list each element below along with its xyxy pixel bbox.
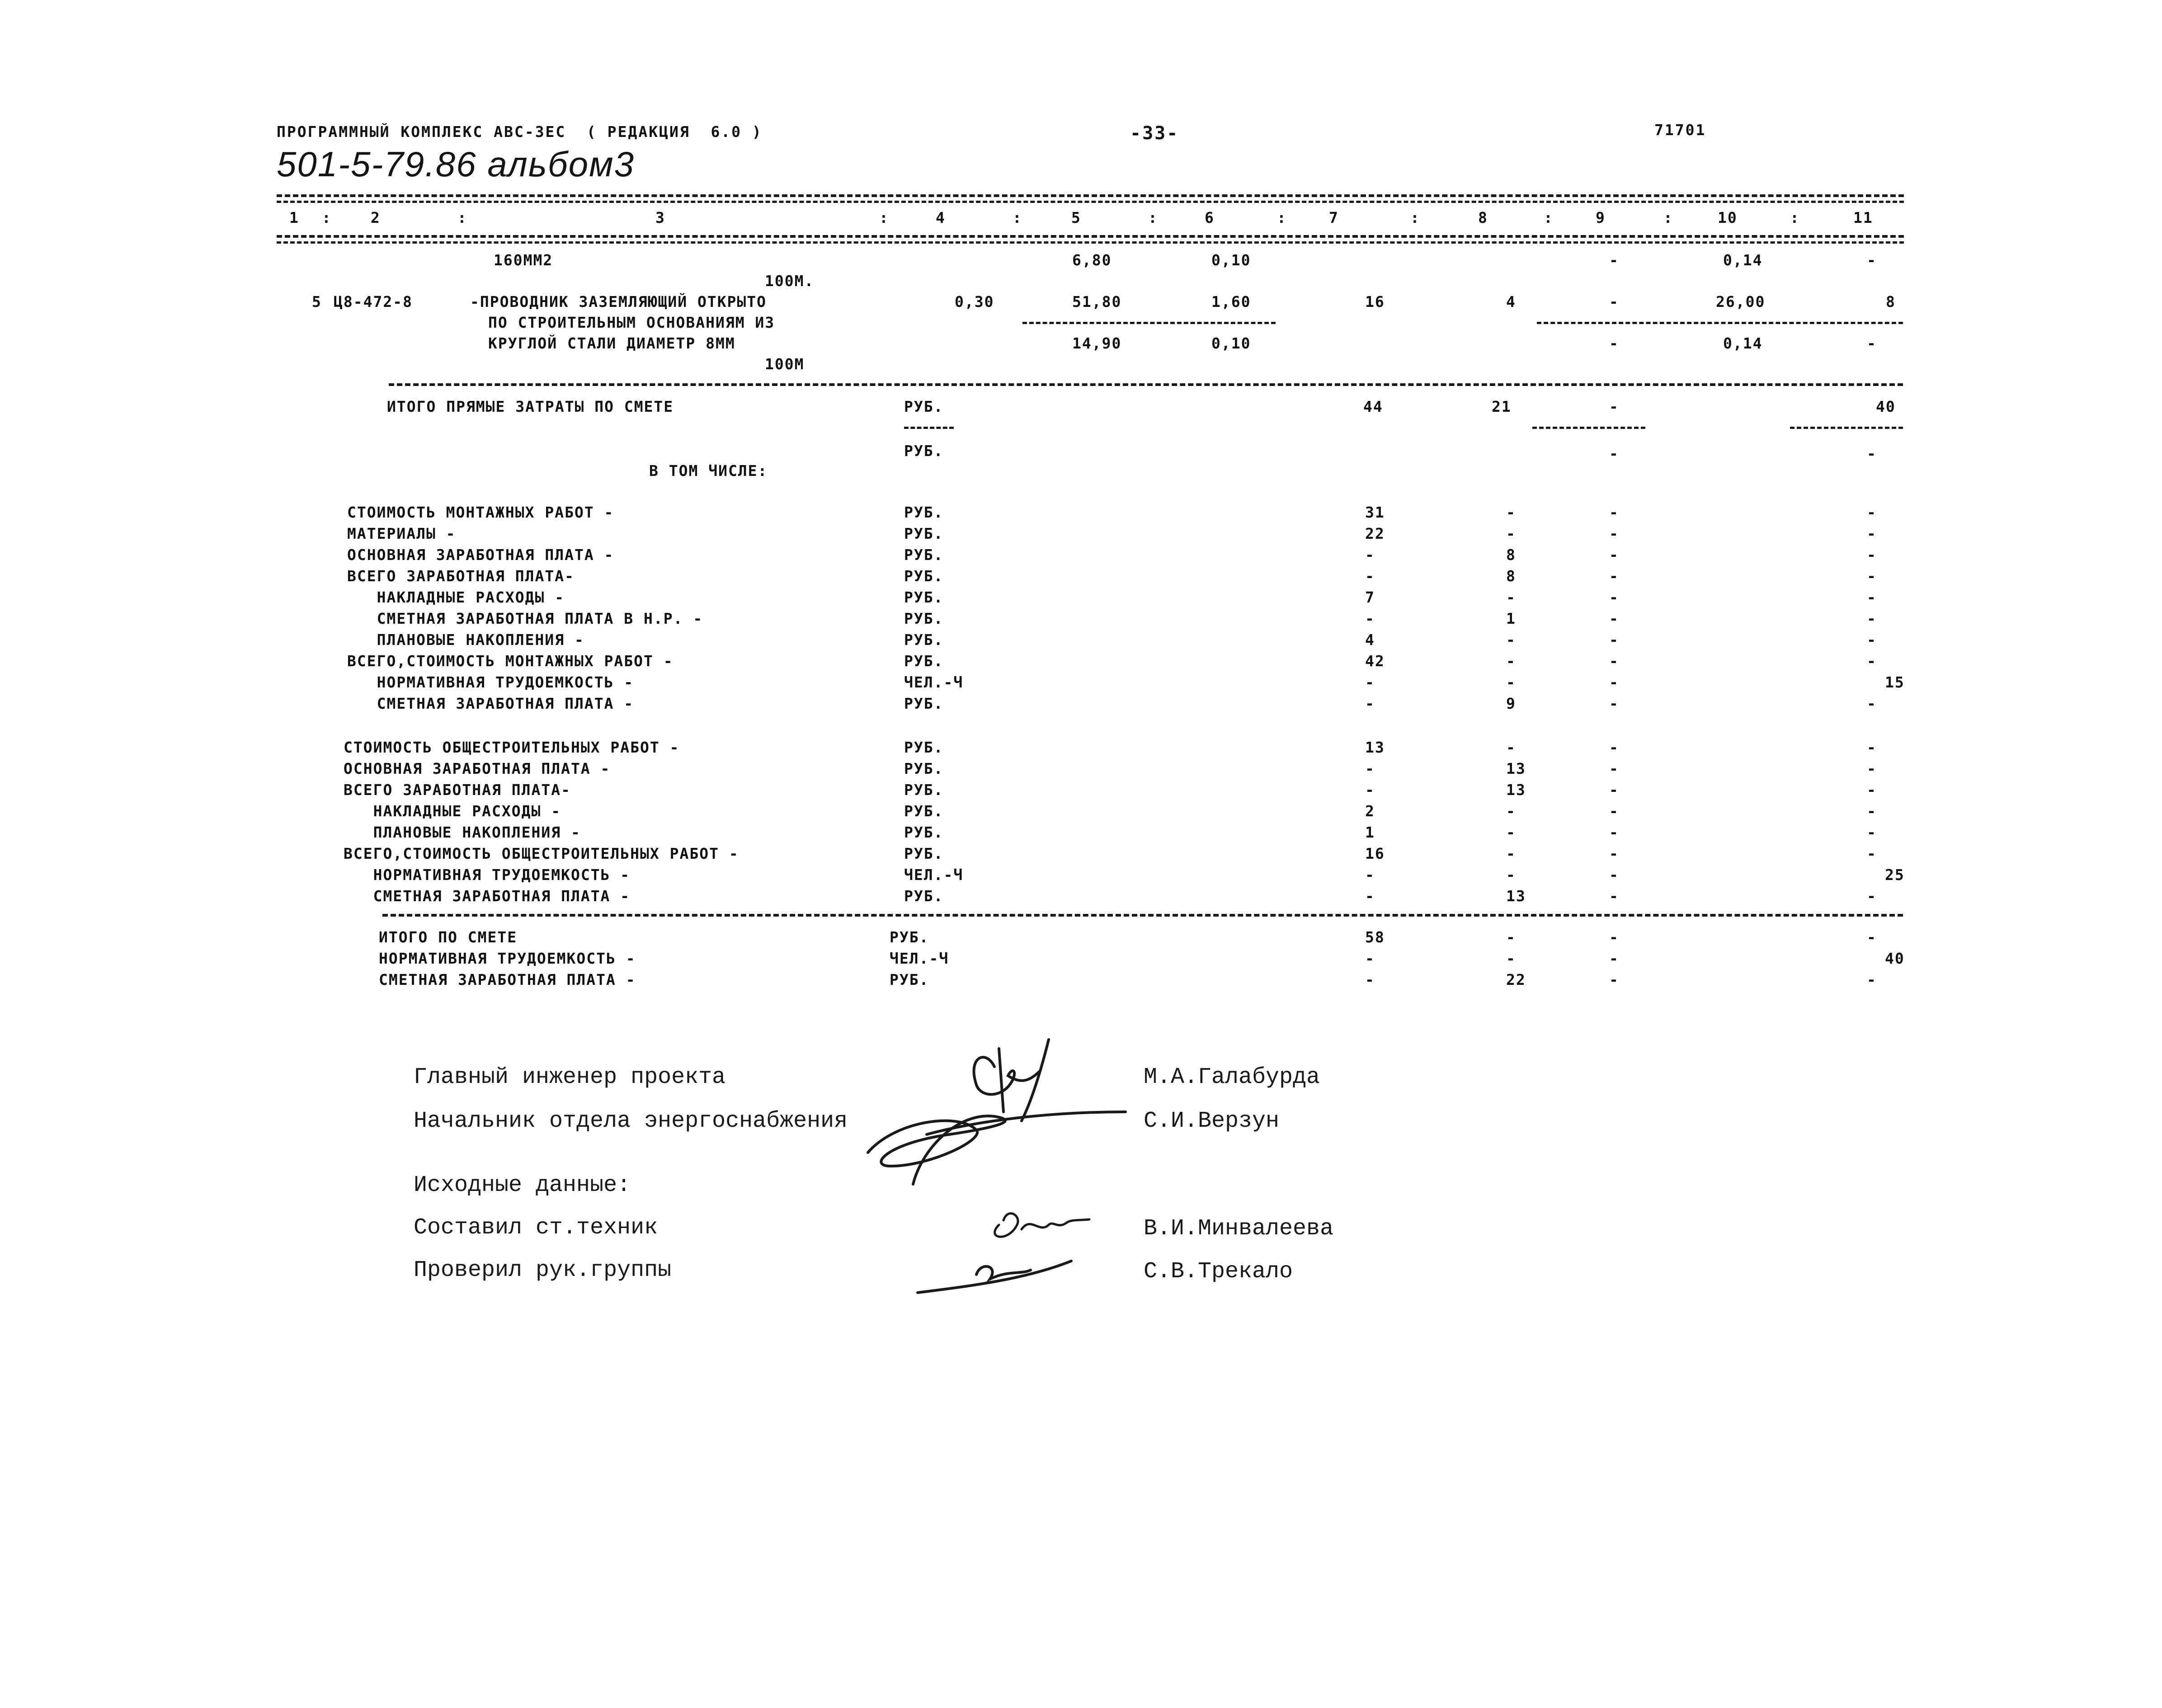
totals-row-unit: ЧЕЛ.-Ч (890, 950, 949, 967)
block1-row-c9: - (1609, 567, 1619, 585)
totals-row-c11: 40 (1885, 950, 1905, 967)
block2-row-unit: РУБ. (904, 760, 944, 777)
block1-row-c8: - (1506, 673, 1516, 691)
totals-row-c11: - (1867, 928, 1877, 946)
column-separator: : (1277, 209, 1287, 226)
block1-row-label: СМЕТНАЯ ЗАРАБОТНАЯ ПЛАТА - (347, 695, 634, 712)
block1-row-label: ОСНОВНАЯ ЗАРАБОТНАЯ ПЛАТА - (347, 546, 614, 564)
summary-unit-2: РУБ. (904, 442, 944, 460)
totals-row-label: СМЕТНАЯ ЗАРАБОТНАЯ ПЛАТА - (379, 971, 636, 988)
block1-row-c11: - (1867, 588, 1877, 606)
block1-row-unit: РУБ. (904, 503, 944, 521)
signature-scribble-technician (981, 1198, 1098, 1247)
row-col7: 16 (1365, 293, 1385, 311)
block1-row-c7: 4 (1365, 631, 1375, 649)
block1-row-c9: - (1609, 673, 1619, 691)
block2-row-c7: - (1365, 866, 1375, 884)
block2-row-c11: 25 (1885, 866, 1905, 884)
block1-row-c7: 7 (1365, 588, 1375, 606)
block1-row-c8: - (1506, 525, 1516, 542)
block2-row-unit: РУБ. (904, 823, 944, 841)
including-heading: В ТОМ ЧИСЛЕ: (649, 462, 768, 480)
block2-row-c9: - (1609, 802, 1619, 820)
block2-row-label: НАКЛАДНЫЕ РАСХОДЫ - (344, 802, 561, 820)
column-separator: : (1790, 209, 1800, 226)
summary-col9-2: - (1609, 445, 1619, 462)
block2-row-c11: - (1867, 823, 1877, 841)
totals-row-unit: РУБ. (890, 971, 929, 988)
summary-rule (389, 383, 1903, 386)
block1-row-c9: - (1609, 610, 1619, 627)
row-col4: 0,30 (955, 293, 994, 311)
block1-row-c11: - (1867, 652, 1877, 670)
totals-row-c7: - (1365, 971, 1375, 988)
row-description-1: -ПРОВОДНИК ЗАЗЕМЛЯЮЩИЙ ОТКРЫТО (470, 293, 767, 311)
column-separator: : (879, 209, 889, 226)
column-header-3: 3 (655, 209, 665, 226)
block1-row-unit: РУБ. (904, 567, 944, 585)
block1-row-c7: - (1365, 695, 1375, 712)
row-number: 5 (312, 293, 322, 311)
signature-name-4: В.И.Минвалеева (1144, 1216, 1334, 1242)
row-col9a: - (1609, 293, 1619, 311)
summary-col11-rule (1790, 427, 1903, 429)
totals-row-c8: 22 (1506, 971, 1526, 988)
totals-row-c9: - (1609, 971, 1619, 988)
row-col10a: 26,00 (1716, 293, 1766, 311)
row-col8: 4 (1506, 293, 1516, 311)
summary-col7: 44 (1363, 398, 1383, 415)
signature-role-1: Главный инженер проекта (414, 1064, 726, 1090)
program-header: ПРОГРАММНЫЙ КОМПЛЕКС АВС-3ЕС ( РЕДАКЦИЯ 6.0 ) (277, 123, 763, 141)
block2-row-c11: - (1867, 781, 1877, 799)
block1-row-c8: - (1506, 652, 1516, 670)
block2-row-c7: 16 (1365, 845, 1385, 862)
block1-row-unit: РУБ. (904, 546, 944, 564)
block2-row-unit: РУБ. (904, 887, 944, 905)
block1-row-c11: - (1867, 567, 1877, 585)
block2-row-label: СТОИМОСТЬ ОБЩЕСТРОИТЕЛЬНЫХ РАБОТ - (344, 739, 680, 756)
block1-row-c9: - (1609, 525, 1619, 542)
prev-col5: 6,80 (1072, 251, 1112, 269)
block1-row-unit: РУБ. (904, 652, 944, 670)
block2-row-c11: - (1867, 802, 1877, 820)
block1-row-label: ПЛАНОВЫЕ НАКОПЛЕНИЯ - (347, 631, 584, 649)
summary-unit-rule (904, 427, 954, 429)
totals-row-c8: - (1506, 928, 1516, 946)
column-header-9: 9 (1596, 209, 1606, 226)
block2-row-unit: РУБ. (904, 802, 944, 820)
totals-row-label: НОРМАТИВНАЯ ТРУДОЕМКОСТЬ - (379, 950, 636, 967)
block2-row-c8: 13 (1506, 887, 1526, 905)
column-separator: : (1410, 209, 1420, 226)
block1-row-c7: 31 (1365, 503, 1385, 521)
row-col5a: 51,80 (1072, 293, 1122, 311)
block2-row-c11: - (1867, 760, 1877, 777)
row-col11b: - (1867, 334, 1877, 352)
block2-row-c9: - (1609, 845, 1619, 862)
row-subrule-5-6 (1022, 322, 1276, 324)
column-separator: : (1148, 209, 1158, 226)
block2-row-unit: РУБ. (904, 845, 944, 862)
block1-row-c7: 42 (1365, 652, 1385, 670)
column-separator: : (1663, 209, 1673, 226)
block1-row-unit: РУБ. (904, 525, 944, 542)
summary-title: ИТОГО ПРЯМЫЕ ЗАТРАТЫ ПО СМЕТЕ (387, 398, 674, 415)
block2-row-c7: 2 (1365, 802, 1375, 820)
totals-row-c8: - (1506, 950, 1516, 967)
column-header-2: 2 (371, 209, 381, 226)
column-separator: : (322, 209, 332, 226)
block2-row-c8: - (1506, 845, 1516, 862)
block1-row-c9: - (1609, 503, 1619, 521)
block2-row-c8: - (1506, 866, 1516, 884)
block2-row-c8: - (1506, 739, 1516, 756)
row-col11: 8 (1886, 293, 1896, 311)
block2-row-c8: - (1506, 802, 1516, 820)
column-header-4: 4 (936, 209, 946, 226)
block1-row-unit: РУБ. (904, 631, 944, 649)
totals-row-label: ИТОГО ПО СМЕТЕ (379, 928, 518, 946)
block1-row-c8: 8 (1506, 546, 1516, 564)
summary-col8: 21 (1492, 398, 1512, 415)
block2-row-c9: - (1609, 739, 1619, 756)
row-description-4: 100М (765, 355, 805, 373)
row-col10b: 0,14 (1723, 334, 1763, 352)
block1-row-label: НАКЛАДНЫЕ РАСХОДЫ - (347, 588, 565, 606)
block1-row-label: СМЕТНАЯ ЗАРАБОТНАЯ ПЛАТА В Н.Р. - (347, 610, 703, 627)
block1-row-c11: - (1867, 525, 1877, 542)
block2-row-label: ВСЕГО,СТОИМОСТЬ ОБЩЕСТРОИТЕЛЬНЫХ РАБОТ - (344, 845, 739, 862)
page-number: -33- (1130, 123, 1179, 144)
signature-role-2: Начальник отдела энергоснабжения (414, 1108, 848, 1134)
block1-row-c8: - (1506, 503, 1516, 521)
header-rule-bottom-2 (277, 241, 1904, 244)
document-code: 71701 (1654, 121, 1706, 139)
signature-name-1: М.А.Галабурда (1144, 1064, 1320, 1090)
prev-unit-2: 100М. (765, 272, 815, 290)
prev-col6: 0,10 (1211, 251, 1251, 269)
block2-row-c11: - (1867, 845, 1877, 862)
block1-row-c11: - (1867, 503, 1877, 521)
block2-row-c7: 1 (1365, 823, 1375, 841)
block2-row-c11: - (1867, 739, 1877, 756)
row-col5b: 14,90 (1072, 334, 1122, 352)
block1-row-c11: - (1867, 610, 1877, 627)
header-rule-bottom (277, 235, 1904, 238)
block1-row-c11: 15 (1885, 673, 1905, 691)
signature-role-4: Составил ст.техник (414, 1215, 658, 1241)
column-separator: : (1544, 209, 1554, 226)
block1-row-c7: - (1365, 567, 1375, 585)
block2-row-c8: 13 (1506, 760, 1526, 777)
block1-row-c8: 8 (1506, 567, 1516, 585)
block2-row-label: СМЕТНАЯ ЗАРАБОТНАЯ ПЛАТА - (344, 887, 631, 905)
prev-col10: 0,14 (1723, 251, 1763, 269)
block2-row-unit: РУБ. (904, 739, 944, 756)
block1-row-c8: 9 (1506, 695, 1516, 712)
block1-row-c7: 22 (1365, 525, 1385, 542)
summary-col11: 40 (1876, 398, 1896, 415)
block1-row-c8: - (1506, 588, 1516, 606)
row-description-2: ПО СТРОИТЕЛЬНЫМ ОСНОВАНИЯМ ИЗ (488, 314, 775, 331)
block1-row-unit: РУБ. (904, 588, 944, 606)
prev-col9: - (1609, 251, 1619, 269)
row-subrule-9-11 (1537, 322, 1903, 324)
column-header-7: 7 (1329, 209, 1339, 226)
totals-row-unit: РУБ. (890, 928, 929, 946)
block1-row-unit: РУБ. (904, 695, 944, 712)
signature-role-5: Проверил рук.группы (414, 1257, 672, 1283)
row-col6a: 1,60 (1211, 293, 1251, 311)
block2-row-label: НОРМАТИВНАЯ ТРУДОЕМКОСТЬ - (344, 866, 631, 884)
row-col6b: 0,10 (1211, 334, 1251, 352)
totals-row-c11: - (1867, 971, 1877, 988)
column-header-10: 10 (1718, 209, 1738, 226)
summary-col11-2: - (1867, 445, 1877, 462)
column-separator: : (1013, 209, 1022, 226)
block1-row-label: СТОИМОСТЬ МОНТАЖНЫХ РАБОТ - (347, 503, 614, 521)
block1-row-c11: - (1867, 695, 1877, 712)
block1-row-c9: - (1609, 695, 1619, 712)
row-description-3: КРУГЛОЙ СТАЛИ ДИАМЕТР 8ММ (488, 334, 735, 352)
block2-row-c7: - (1365, 887, 1375, 905)
row-col9b: - (1609, 334, 1619, 352)
block2-row-c8: - (1506, 823, 1516, 841)
block2-row-c7: 13 (1365, 739, 1385, 756)
block2-row-label: ПЛАНОВЫЕ НАКОПЛЕНИЯ - (344, 823, 581, 841)
signature-role-3: Исходные данные: (414, 1172, 631, 1198)
block1-row-c7: - (1365, 546, 1375, 564)
block1-row-c9: - (1609, 546, 1619, 564)
prev-unit: 160ММ2 (494, 251, 553, 269)
block1-row-c7: - (1365, 673, 1375, 691)
block1-row-label: ВСЕГО ЗАРАБОТНАЯ ПЛАТА- (347, 567, 575, 585)
column-header-1: 1 (289, 209, 299, 226)
block2-row-c9: - (1609, 760, 1619, 777)
block1-row-c9: - (1609, 631, 1619, 649)
block2-row-label: ОСНОВНАЯ ЗАРАБОТНАЯ ПЛАТА - (344, 760, 611, 777)
header-rule-top-2 (277, 201, 1904, 203)
block1-row-label: ВСЕГО,СТОИМОСТЬ МОНТАЖНЫХ РАБОТ - (347, 652, 674, 670)
block1-row-c7: - (1365, 610, 1375, 627)
block2-row-c8: 13 (1506, 781, 1526, 799)
block1-row-c9: - (1609, 652, 1619, 670)
totals-row-c7: 58 (1365, 928, 1385, 946)
block2-row-unit: РУБ. (904, 781, 944, 799)
signature-name-5: С.В.Трекало (1144, 1259, 1293, 1285)
block1-row-c8: 1 (1506, 610, 1516, 627)
block1-row-label: МАТЕРИАЛЫ - (347, 525, 456, 542)
summary-unit: РУБ. (904, 398, 944, 415)
block1-row-c8: - (1506, 631, 1516, 649)
block1-row-c9: - (1609, 588, 1619, 606)
signature-name-2: С.И.Верзун (1144, 1108, 1280, 1134)
totals-row-c9: - (1609, 950, 1619, 967)
column-header-11: 11 (1853, 209, 1873, 226)
summary-col9-rule (1532, 427, 1645, 429)
row-code: Ц8-472-8 (334, 293, 413, 311)
block2-row-c7: - (1365, 781, 1375, 799)
block1-row-unit: РУБ. (904, 610, 944, 627)
block2-row-unit: ЧЕЛ.-Ч (904, 866, 964, 884)
header-rule-top (277, 194, 1904, 197)
block2-row-c9: - (1609, 781, 1619, 799)
signature-scribble-group-lead (909, 1247, 1089, 1302)
block1-row-label: НОРМАТИВНАЯ ТРУДОЕМКОСТЬ - (347, 673, 634, 691)
column-header-5: 5 (1071, 209, 1081, 226)
totals-rule (382, 914, 1903, 917)
block2-row-c9: - (1609, 887, 1619, 905)
block1-row-unit: ЧЕЛ.-Ч (904, 673, 964, 691)
column-separator: : (457, 209, 467, 226)
block2-row-c9: - (1609, 866, 1619, 884)
column-header-8: 8 (1478, 209, 1488, 226)
block2-row-c7: - (1365, 760, 1375, 777)
block2-row-c9: - (1609, 823, 1619, 841)
block2-row-label: ВСЕГО ЗАРАБОТНАЯ ПЛАТА- (344, 781, 571, 799)
totals-row-c7: - (1365, 950, 1375, 967)
block2-row-c11: - (1867, 887, 1877, 905)
signature-scribble-department-head (859, 1080, 1139, 1198)
summary-col9: - (1609, 398, 1619, 415)
handwritten-album-reference: 501-5-79.86 альбом3 (277, 144, 635, 184)
prev-col11: - (1867, 251, 1877, 269)
block1-row-c11: - (1867, 546, 1877, 564)
block1-row-c11: - (1867, 631, 1877, 649)
totals-row-c9: - (1609, 928, 1619, 946)
column-header-6: 6 (1205, 209, 1215, 226)
